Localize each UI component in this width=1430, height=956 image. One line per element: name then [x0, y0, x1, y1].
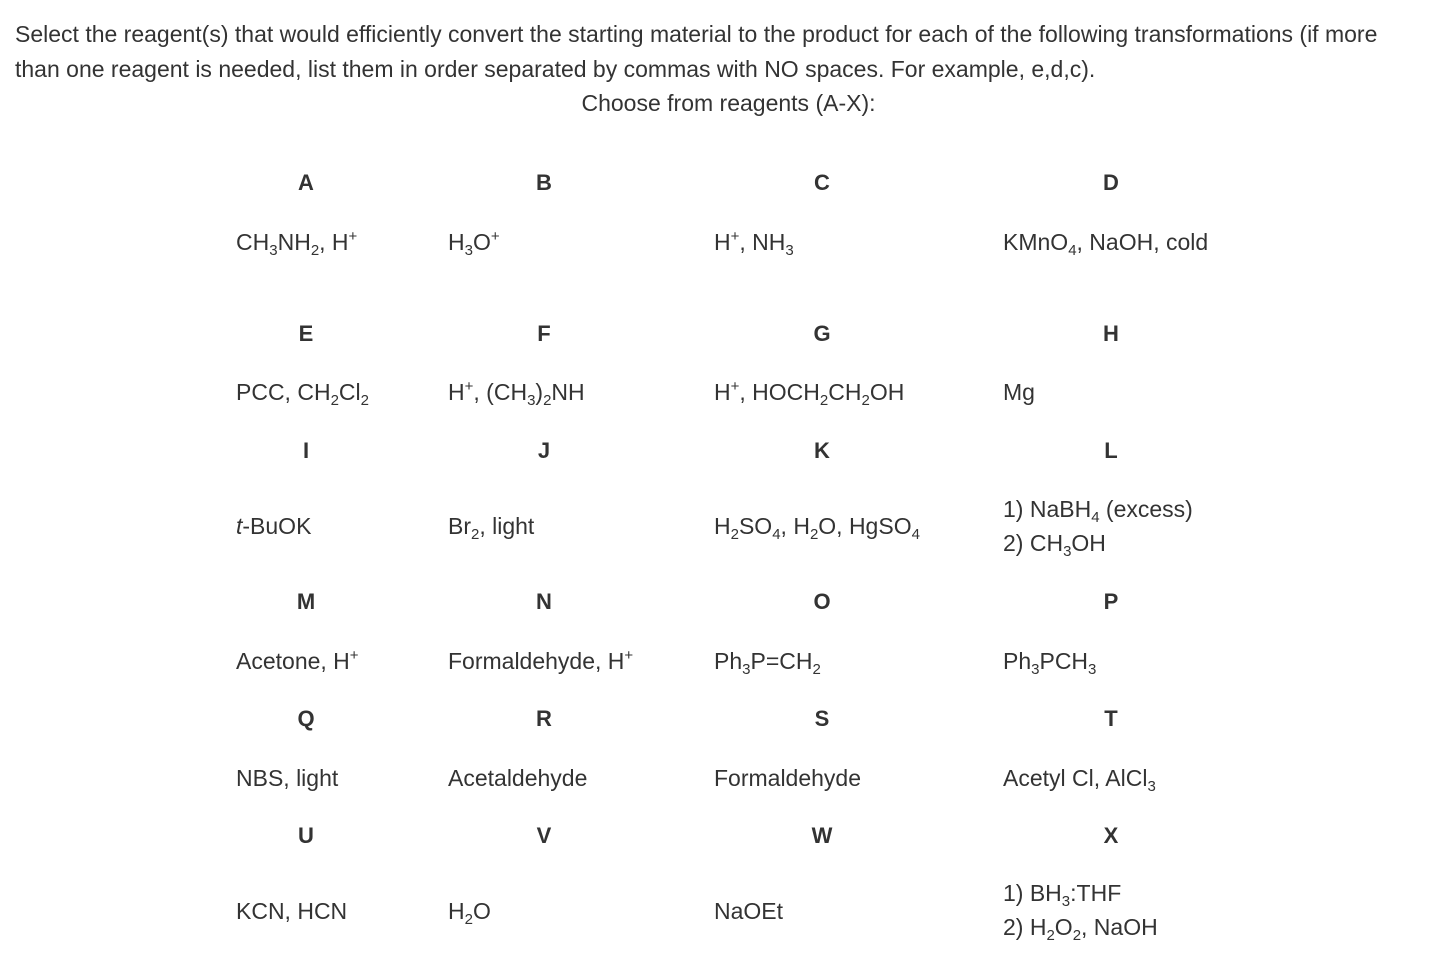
reagent-e: PCC, $CH_2Cl_2$: [236, 379, 369, 409]
reagent-s: Formaldehyde: [714, 765, 862, 791]
reagent-letter-v: V: [536, 823, 552, 848]
reagent-letter-d: D: [1103, 170, 1119, 195]
reagent-letter-t: T: [1104, 706, 1118, 731]
reagent-k: $H_2SO_4$, $H_2O$, HgSO$_4$: [714, 513, 920, 543]
reagent-letter-b: B: [536, 170, 552, 195]
reagent-h: Mg: [1003, 379, 1035, 405]
reagent-b: $H_3O^+$: [448, 228, 500, 259]
reagent-letter-m: M: [296, 589, 316, 614]
reagent-letter-r: R: [536, 706, 552, 731]
reagent-letter-u: U: [298, 823, 314, 848]
reagent-l-step-2: 2) $CH_3OH$: [1003, 530, 1106, 560]
reagent-r: Acetaldehyde: [448, 765, 588, 791]
reagent-o: $Ph_3P=CH_2$: [714, 648, 821, 678]
reagent-q: NBS, light: [236, 765, 339, 791]
reagent-letter-q: Q: [297, 706, 315, 731]
reagent-list-heading: Choose from reagents (A-X):: [581, 90, 876, 116]
reagent-letter-c: C: [814, 170, 830, 195]
reagent-i: t-BuOK: [236, 513, 312, 539]
reagent-letter-g: G: [813, 321, 831, 346]
reagent-x-step-1: 1) $BH_3:THF$: [1003, 880, 1122, 910]
reagent-letter-x: X: [1103, 823, 1119, 848]
reagent-f: H+, $(CH_3)_2NH$: [448, 378, 585, 409]
reagent-letter-n: N: [536, 589, 552, 614]
reagent-letter-h: H: [1103, 321, 1119, 346]
reagent-u: KCN, HCN: [236, 898, 348, 924]
reagent-d: KMnO$_4$, NaOH, cold: [1003, 229, 1209, 259]
reagent-v: $H_2O$: [448, 898, 491, 928]
reagent-w: NaOEt: [714, 898, 784, 924]
reagent-c: H+, $NH_3$: [714, 228, 794, 259]
reagent-letter-p: P: [1103, 589, 1119, 614]
reagent-p: $Ph_3PCH_3$: [1003, 648, 1097, 678]
reagent-letter-i: I: [302, 438, 310, 463]
reagent-a: $CH_3NH_2$, H+: [236, 228, 358, 259]
reagent-x: [1003, 876, 1158, 944]
reagent-g: H+, $HOCH_2CH_2OH$: [714, 378, 905, 409]
reagent-t: Acetyl Cl, AlCl$_3$: [1003, 765, 1156, 795]
reagent-j: $Br_2$, light: [448, 513, 535, 543]
reagent-m: Acetone, H+: [236, 647, 359, 674]
reagent-letter-w: W: [811, 823, 833, 848]
reagent-letter-a: A: [298, 170, 314, 195]
reagent-l: [1003, 492, 1193, 560]
reagent-letter-k: K: [814, 438, 830, 463]
reagent-letter-l: L: [1104, 438, 1118, 463]
reagent-letter-f: F: [537, 321, 551, 346]
instructions-text: Select the reagent(s) that would efficiently convert the starting material to the product for each of the following transformations (if more than one reagent is needed, list them in order separated by commas with NO spaces. For example, e,d,c).: [15, 21, 1378, 82]
reagent-letter-o: O: [813, 589, 831, 614]
reagent-l-step-1: 1) NaBH$_4$ (excess): [1003, 496, 1193, 526]
reagent-n: Formaldehyde, H+: [448, 647, 634, 674]
reagent-x-step-2: 2) $H_2O_2$, NaOH: [1003, 914, 1158, 944]
reagent-letter-j: J: [537, 438, 551, 463]
reagent-letter-e: E: [298, 321, 314, 346]
reagent-letter-s: S: [814, 706, 830, 731]
